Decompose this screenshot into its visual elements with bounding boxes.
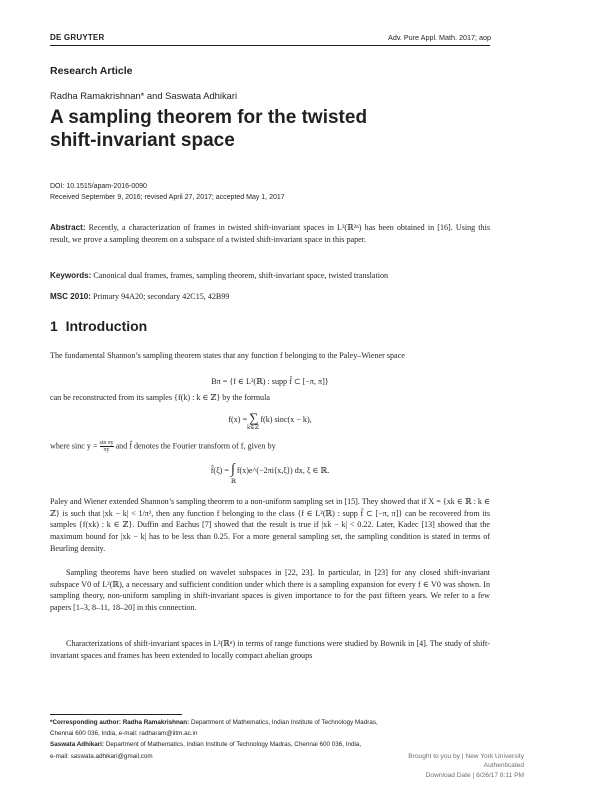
sum-operator: ∑ k∈ℤ bbox=[247, 410, 259, 431]
corresponding-author-label: *Corresponding author: Radha Ramakrishnan: bbox=[50, 719, 190, 726]
intro-paragraph-3: where sinc y = $\frac{\text{sin πy}}{\pi y}$ and f̂ denotes the Fourier transform of f, given by bbox=[50, 440, 276, 453]
section-title: Introduction bbox=[65, 318, 148, 334]
keywords-text: Canonical dual frames, frames, sampling theorem, shift-invariant space, twisted translation bbox=[93, 271, 389, 280]
msc-text: Primary 94A20; secondary 42C15, 42B99 bbox=[92, 292, 230, 301]
publisher-logo: DE GRUYTER bbox=[50, 33, 105, 42]
msc-label: MSC 2010: bbox=[50, 292, 91, 301]
intro-paragraph-1: The fundamental Shannon’s sampling theorem states that any function f belonging to the Paley–Wiener space bbox=[50, 351, 405, 360]
article-type: Research Article bbox=[50, 65, 133, 77]
keywords-label: Keywords: bbox=[50, 271, 92, 280]
title-line-1: A sampling theorem for the twisted bbox=[50, 107, 368, 128]
doi[interactable]: DOI: 10.1515/apam-2016-0090 bbox=[50, 183, 147, 190]
keywords bbox=[50, 270, 490, 282]
received-dates: Received September 9, 2016; revised April 27, 2017; accepted May 1, 2017 bbox=[50, 194, 285, 201]
footnote-rule bbox=[50, 714, 182, 715]
corresponding-author-contact: Chennai 600 036, India, e-mail: radharam@iitm.ac.in bbox=[50, 730, 198, 738]
intro-paragraph-2: can be reconstructed from its samples {f(k) : k ∈ ℤ} by the formula bbox=[50, 393, 270, 402]
title-line-2: shift-invariant space bbox=[50, 130, 235, 151]
equation-shannon-formula: f(x) = ∑ k∈ℤ f(k) sinc(x − k), bbox=[228, 410, 312, 431]
equation-fourier-transform: f̂(ξ) = ∫ ℝ f(x)e^(−2πi⟨x,ξ⟩) dx, ξ ∈ ℝ. bbox=[210, 462, 330, 485]
intro-paragraph-4: Paley and Wiener extended Shannon’s sampling theorem to a non-uniform sampling set in [15]. They showed that if X = {xk ∈ ℝ : k ∈ ℤ} is such that |xk − k| < 1/π², then any function f belonging to the class {f ∈ L²(ℝ) : supp f̂ ⊂ [−π, π]} can be recovered from its samples {f(xk) : k ∈ ℤ}. Duffin and Eachus [7] showed that the result is true if |xk − k| < 0.22. Later, Kadec [13] showed that the maximum bound for |xk − k| has to be less than 0.25. For a more general sampling set, the sampling condition is stated in terms of Beurling density. bbox=[50, 497, 490, 553]
second-author-label: Saswata Adhikari: bbox=[50, 741, 105, 749]
equation-paley-wiener: Bπ = {f ∈ L²(ℝ) : supp f̂ ⊂ [−π, π]} bbox=[211, 377, 329, 386]
second-author-email: e-mail: saswata.adhikari@gmail.com bbox=[50, 752, 153, 760]
authors: Radha Ramakrishnan* and Saswata Adhikari bbox=[50, 90, 238, 101]
journal-citation: Adv. Pure Appl. Math. 2017; aop bbox=[388, 33, 491, 42]
header-rule bbox=[50, 45, 490, 46]
footnotes: *Corresponding author: Radha Ramakrishnan: Department of Mathematics, Indian Institute of Technology Madras, Chennai 600 036, India, e-mail: radharam@iitm.ac.in Saswata Adhikari: Department of Mathematics, Indian Institute of Technology Madras, Chennai 600 036, India, e-mail: saswata.adhikari@gmail.com bbox=[50, 717, 490, 762]
download-stamp: Brought to you by | New York University Authenticated Download Date | 6/26/17 8:11 PM bbox=[408, 753, 524, 779]
integral-operator: ∫ ℝ bbox=[231, 462, 236, 485]
abstract-text: Recently, a characterization of frames in twisted shift-invariant spaces in L²(ℝ²ⁿ) has been obtained in [16]. Using this result, we prove a sampling theorem on a subspace of a twisted shift-invariant space in this paper. bbox=[50, 223, 491, 244]
intro-paragraph-6: Characterizations of shift-invariant spaces in L²(ℝⁿ) in terms of range functions were studied by Bownik in [4]. The study of shift-invariant spaces and frames has been extended to locally compact abelian groups bbox=[50, 639, 490, 660]
paper-title bbox=[50, 106, 490, 152]
msc-classification bbox=[50, 291, 490, 303]
abstract bbox=[50, 222, 490, 245]
section-number: 1 bbox=[50, 318, 58, 334]
section-heading bbox=[50, 318, 147, 334]
abstract-label: Abstract: bbox=[50, 223, 86, 232]
intro-paragraph-5: Sampling theorems have been studied on wavelet subspaces in [22, 23]. In particular, in [23] for any closed shift-invariant subspace V0 of L²(ℝ), a necessary and sufficient condition under which there is a sampling expansion for every f ∈ V0 was shown. In sampling theory, non-uniform sampling in shift-invariant spaces is given importance to for the past fifteen years. We refer to a few papers [1–3, 8–11, 18–20] in this connection. bbox=[50, 568, 490, 613]
